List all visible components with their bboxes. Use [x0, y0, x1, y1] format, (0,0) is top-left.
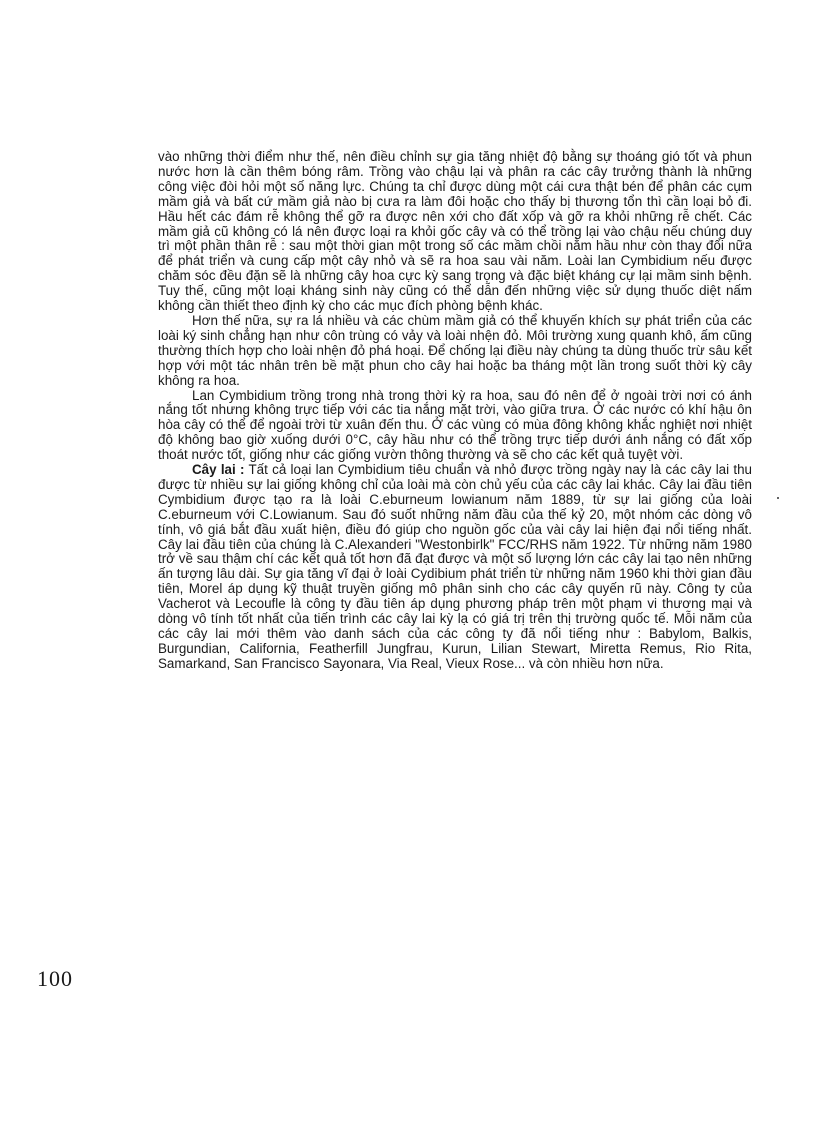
paragraph-lead-heading: Cây lai :	[192, 462, 245, 478]
paragraph-text: Hơn thế nữa, sự ra lá nhiều và các chùm mầm giả có thể khuyến khích sự phát triển của các loài ký sinh chẳng hạn như côn trùng có vảy và loài nhện đỏ. Môi trường xung quanh khô, ấm cũng thường thích hợp cho loài nhện đỏ phá hoại. Để chống lại điều này chúng ta dùng thuốc trừ sâu kết hợp với một tác nhân trên bề mặt phun cho cây hai hoặc ba tháng một lần trong suốt thời kỳ cây không ra hoa.	[158, 312, 752, 388]
paragraph-watering-repotting	[158, 150, 752, 314]
paragraph-hybrids	[158, 463, 752, 672]
page-number: 100	[37, 966, 73, 991]
paragraph-text: Tất cả loại lan Cymbidium tiêu chuẩn và nhỏ được trồng ngày nay là các cây lai thu được từ nhiều sự lai giống không chỉ của loài mà còn chủ yếu của các cây lai khác. Cây lai đầu tiên Cymbidium được tạo ra là loài C.eburneum lowianum năm 1889, từ sự lai giống của loài C.eburneum với C.Lowianum. Sau đó suốt những năm đầu của thế kỷ 20, một nhóm các dòng vô tính, vô giá bắt đầu xuất hiện, điều đó giúp cho nguồn gốc của vài cây lai hiện đại nổi tiếng nhất. Cây lai đầu tiên của chúng là C.Alexanderi "Westonbirlk" FCC/RHS năm 1922. Từ những năm 1980 trở về sau thậm chí các kết quả tốt hơn đã đạt được và một số lượng lớn các cây lai tạo nên những ấn tượng lâu dài. Sự gia tăng vĩ đại ở loài Cydibium phát triển từ những năm 1960 khi thời gian đầu tiên, Morel áp dụng kỹ thuật truyền giống mô phân sinh cho các cây quyến rũ này. Công ty của Vacherot và Lecoufle là công ty đầu tiên áp dụng phương pháp trên một phạm vi thương mại và dòng vô tính tốt nhất của tiến trình các cây lai kỳ lạ có giá trị trên thị trường quốc tế. Mỗi năm của các cây lai mới thêm vào danh sách của các công ty đã nổi tiếng như : Babylom, Balkis, Burgundian, California, Featherfill Jungfrau, Kurun, Lilian Stewart, Miretta Remus, Rio Rita, Samarkand, San Francisco Sayonara, Via Real, Vieux Rose... và còn nhiều hơn nữa.	[158, 462, 752, 671]
scan-speck	[777, 497, 779, 499]
paragraph-outdoor-growing	[158, 389, 752, 464]
paragraph-text: vào những thời điểm như thế, nên điều chỉnh sự gia tăng nhiệt độ bằng sự thoáng gió tốt và phun nước hơn là cần thêm bóng râm. Trồng vào chậu lại và phân ra các cây trưởng thành là những công việc đòi hỏi một số năng lực. Chúng ta chỉ được dùng một cái cưa thật bén để phân các cụm mầm giả và bất cứ mầm giả nào bị cưa ra làm đôi hoặc cho thấy bị thương tổn thì cần loại bỏ đi. Hầu hết các đám rễ không thể gỡ ra được nên xới cho đất xốp và gỡ ra khỏi những rễ chết. Các mầm giả cũ không có lá nên được loại ra khỏi gốc cây và có thể trồng lại vào chậu nếu chúng duy trì một phần thân rễ : sau một thời gian một trong số các mầm chồi nằm hầu như còn thay đổi nữa để phát triển và cung cấp một cây nhỏ và sẽ ra hoa sau vài năm. Loài lan Cymbidium nếu được chăm sóc đều đặn sẽ là những cây hoa cực kỳ sang trọng và đặc biệt kháng cự lại mầm sinh bệnh. Tuy thế, cũng một loại kháng sinh này cũng có thể dẫn đến những việc sử dụng thuốc diệt nấm không cần thiết theo định kỳ cho các mục đích phòng bệnh khác.	[158, 149, 752, 314]
body-text	[158, 150, 752, 672]
paragraph-text: Lan Cymbidium trồng trong nhà trong thời kỳ ra hoa, sau đó nên để ở ngoài trời nơi có ánh nắng tốt nhưng không trực tiếp với các tia nắng mặt trời, vào giữa trưa. Ở các nước có khí hậu ôn hòa cây có thể để ngoài trời từ xuân đến thu. Ở các vùng có mùa đông không khắc nghiệt nơi nhiệt độ không bao giờ xuống dưới 0°C, cây hầu như có thể trồng trực tiếp dưới ánh nắng có đất xốp thoát nước tốt, giống như các giống vườn thông thường và sẽ cho các kết quả tuyệt vời.	[158, 387, 752, 463]
paragraph-pests	[158, 314, 752, 389]
